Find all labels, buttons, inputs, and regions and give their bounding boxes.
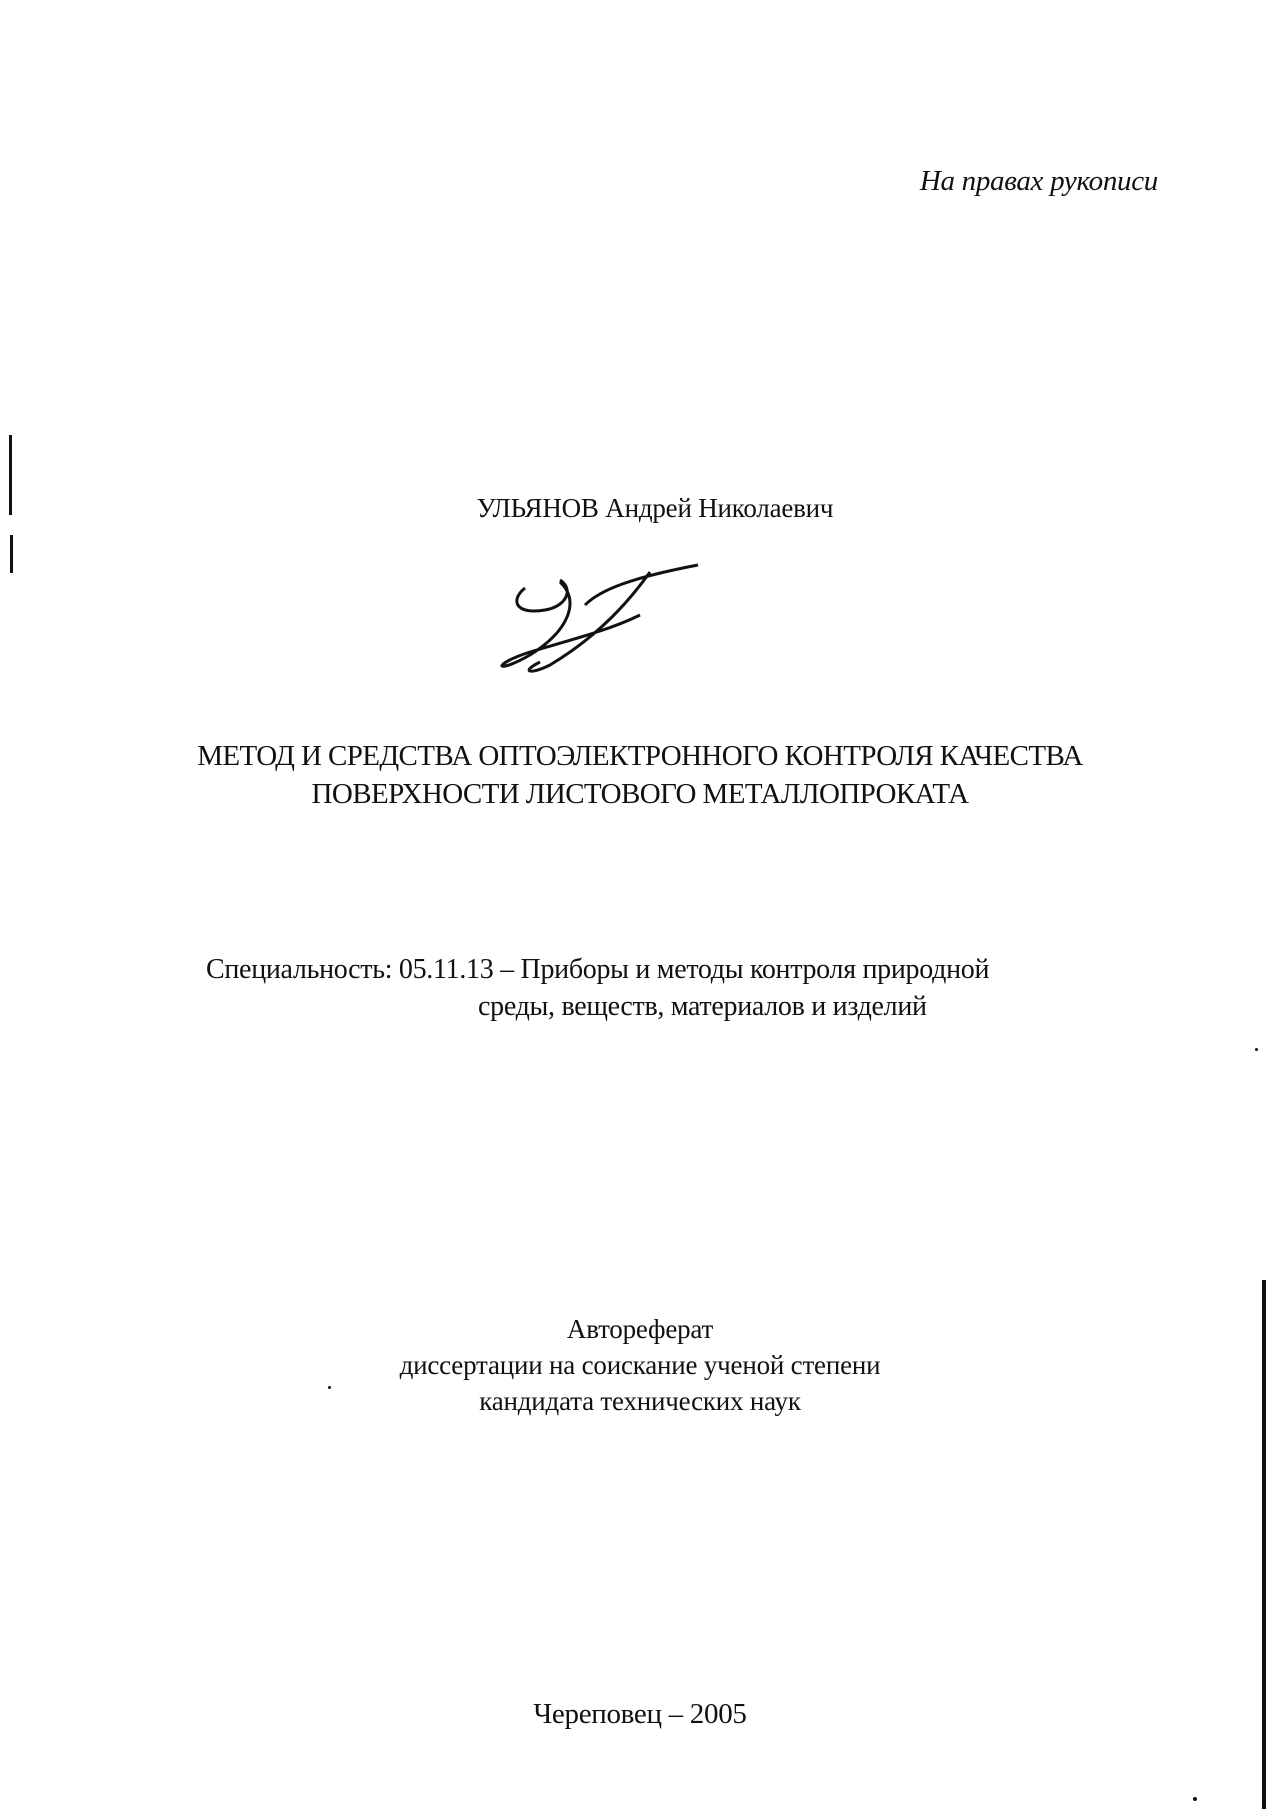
manuscript-rights-note: На правах рукописи bbox=[919, 165, 1158, 197]
abstract-line-1: диссертации на соискание ученой степени bbox=[399, 1350, 881, 1380]
specialty-line-1: Специальность: 05.11.13 – Приборы и методы контроля природной bbox=[206, 954, 990, 985]
scan-speck-2 bbox=[328, 1386, 331, 1389]
author-name: УЛЬЯНОВ Андрей Николаевич bbox=[476, 493, 834, 523]
author-signature bbox=[490, 560, 710, 680]
dissertation-title-line-2: ПОВЕРХНОСТИ ЛИСТОВОГО МЕТАЛЛОПРОКАТА bbox=[311, 778, 969, 810]
abstract-type: Автореферат bbox=[566, 1314, 714, 1344]
abstract-line-2: кандидата технических наук bbox=[479, 1386, 801, 1416]
scan-edge-mark-left-2 bbox=[10, 535, 13, 573]
scan-edge-mark-right bbox=[1262, 1280, 1266, 1809]
scan-edge-mark-left-1 bbox=[9, 435, 12, 515]
scan-speck-1 bbox=[1255, 1048, 1258, 1051]
scan-speck-3 bbox=[1193, 1797, 1197, 1801]
specialty-line-2: среды, веществ, материалов и изделий bbox=[478, 991, 927, 1022]
place-and-year: Череповец – 2005 bbox=[533, 1698, 747, 1730]
dissertation-title-line-1: МЕТОД И СРЕДСТВА ОПТОЭЛЕКТРОННОГО КОНТРОЛЯ КАЧЕСТВА bbox=[197, 740, 1083, 772]
